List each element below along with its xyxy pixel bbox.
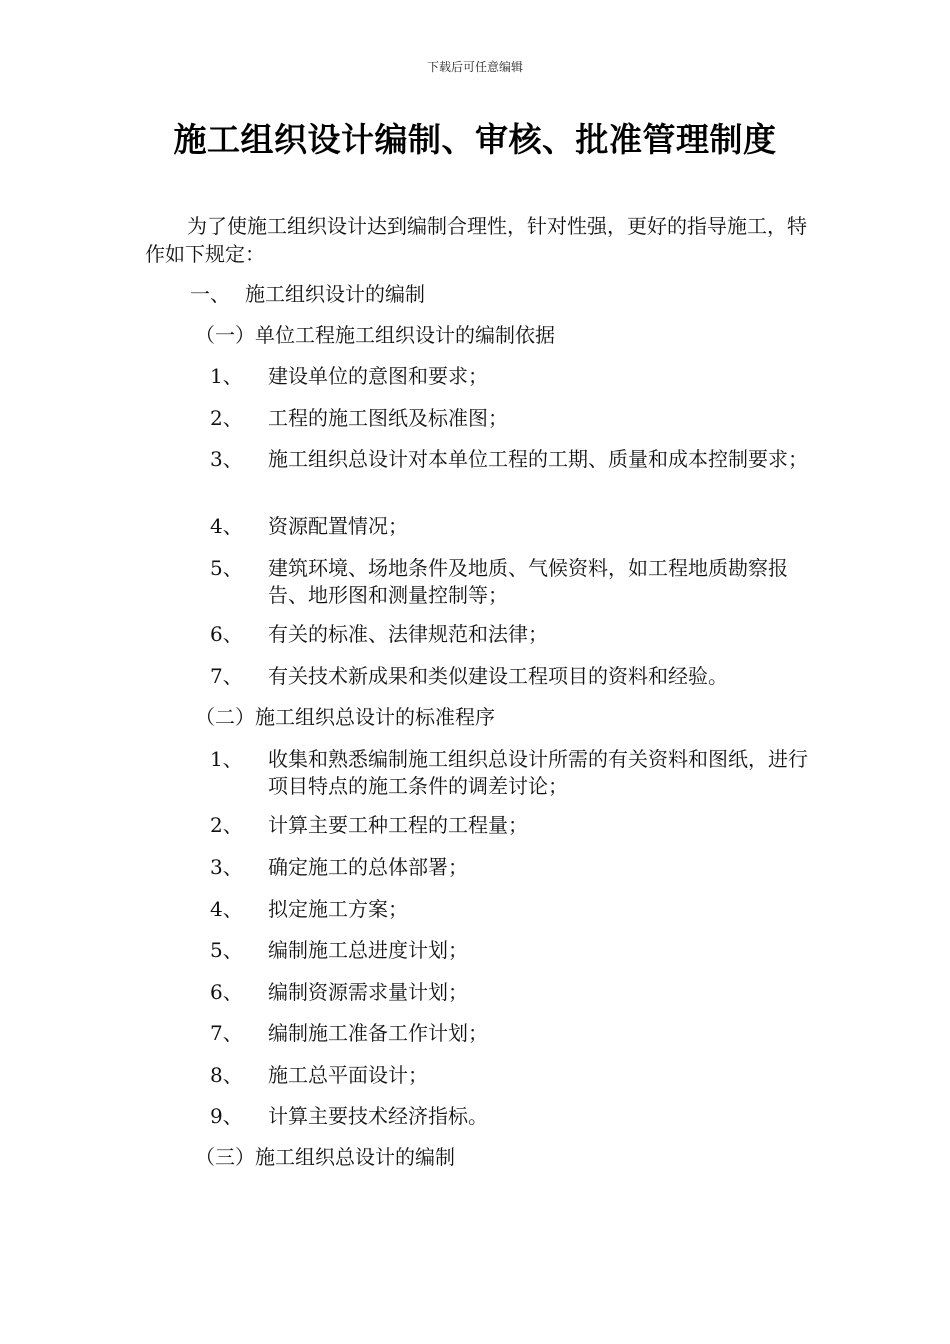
- document-title: 施工组织设计编制、审核、批准管理制度: [173, 120, 777, 159]
- list-item-number: 7、: [210, 1021, 243, 1045]
- list-item-text: 施工组织总设计对本单位工程的工期、质量和成本控制要求；: [268, 447, 808, 471]
- list-item-number: 2、: [210, 813, 243, 837]
- list-item: [210, 1020, 820, 1047]
- list-item-number: 6、: [210, 980, 243, 1004]
- list-item: [210, 896, 820, 923]
- list-item: [210, 937, 820, 964]
- list-item-text: 建筑环境、场地条件及地质、气候资料，如工程地质勘察报告、地形图和测量控制等；: [268, 556, 788, 607]
- list-item-text: 有关技术新成果和类似建设工程项目的资料和经验。: [268, 664, 728, 688]
- list-item-text: 编制资源需求量计划；: [268, 980, 468, 1004]
- list-item-text: 编制施工准备工作计划；: [268, 1021, 488, 1045]
- list-item-text: 计算主要技术经济指标。: [268, 1104, 488, 1128]
- section-number: 一、: [190, 282, 230, 306]
- list-item-number: 1、: [210, 364, 243, 388]
- list-item-text: 施工总平面设计；: [268, 1063, 428, 1087]
- list-item-text: 编制施工总进度计划；: [268, 938, 468, 962]
- list-item-text: 建设单位的意图和要求；: [268, 364, 488, 388]
- list-item-number: 5、: [210, 556, 243, 580]
- list-item-number: 3、: [210, 447, 243, 471]
- list-item: [210, 746, 820, 800]
- list-item: [210, 1062, 820, 1089]
- list-item-number: 8、: [210, 1063, 243, 1087]
- list-item-text: 拟定施工方案；: [268, 897, 408, 921]
- subsection-heading-2: （二）施工组织总设计的标准程序: [195, 705, 495, 729]
- list-item: [210, 812, 820, 839]
- list-item-text: 收集和熟悉编制施工组织总设计所需的有关资料和图纸，进行项目特点的施工条件的调差讨论；: [268, 747, 808, 798]
- subsection-heading-3: （三）施工组织总设计的编制: [195, 1145, 455, 1169]
- list-item-number: 5、: [210, 938, 243, 962]
- list-item-text: 计算主要工种工程的工程量；: [268, 813, 528, 837]
- list-item-number: 9、: [210, 1104, 243, 1128]
- list-item-text: 确定施工的总体部署；: [268, 855, 468, 879]
- list-item: [210, 513, 820, 540]
- list-item-number: 3、: [210, 855, 243, 879]
- header-note: 下载后可任意编辑: [426, 60, 523, 74]
- list-item-number: 2、: [210, 406, 243, 430]
- list-item: [210, 854, 820, 881]
- list-item: [210, 663, 820, 690]
- list-item: [210, 405, 820, 432]
- list-item: [210, 979, 820, 1006]
- list-item: [210, 446, 820, 473]
- list-item-text: 资源配置情况；: [268, 514, 408, 538]
- list-item-number: 7、: [210, 664, 243, 688]
- list-item-number: 4、: [210, 514, 243, 538]
- list-item-number: 1、: [210, 747, 243, 771]
- intro-paragraph: 为了使施工组织设计达到编制合理性，针对性强，更好的指导施工，特作如下规定：: [145, 214, 807, 266]
- list-item: [210, 1103, 820, 1130]
- subsection-heading-1: （一）单位工程施工组织设计的编制依据: [195, 323, 555, 347]
- list-item: [210, 621, 820, 648]
- list-item-number: 6、: [210, 622, 243, 646]
- section-heading-1: [190, 280, 425, 308]
- list-item: [210, 363, 820, 390]
- list-item-text: 工程的施工图纸及标准图；: [268, 406, 508, 430]
- list-item-text: 有关的标准、法律规范和法律；: [268, 622, 548, 646]
- list-item: [210, 555, 820, 609]
- list-item-number: 4、: [210, 897, 243, 921]
- section-label: 施工组织设计的编制: [245, 282, 425, 306]
